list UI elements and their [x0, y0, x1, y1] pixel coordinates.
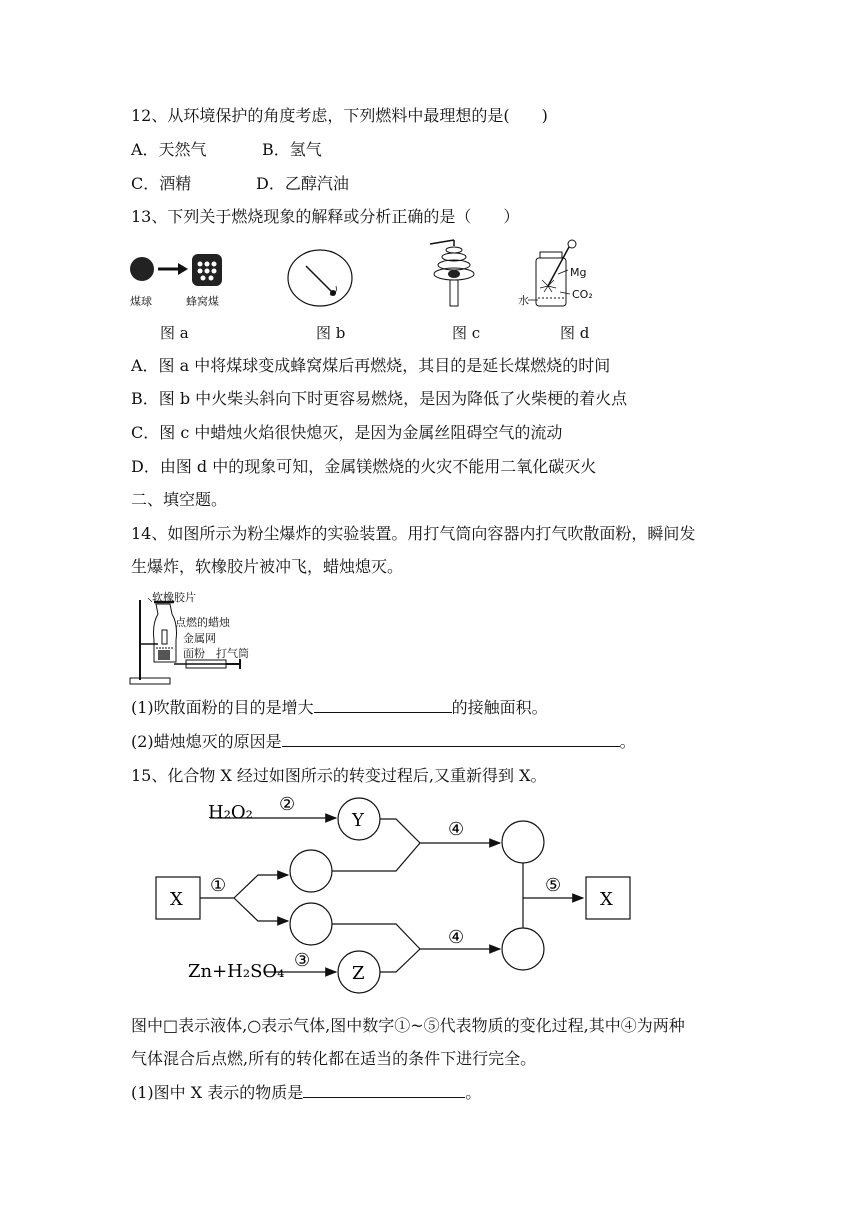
- q12-option-c: C．酒精: [131, 174, 192, 193]
- q14-pump-label: 打气筒: [216, 647, 249, 660]
- q15-sub1-answer-blank[interactable]: [303, 1083, 465, 1098]
- fig-d-mg-label: Mg: [570, 266, 587, 279]
- q15-Y-label: Y: [352, 810, 364, 831]
- q15-X-left-label: X: [170, 889, 183, 910]
- q14-candle-label: 点燃的蜡烛: [175, 616, 230, 629]
- q14-sub2-suffix: 。: [619, 732, 636, 751]
- q15-step2-label: ②: [279, 795, 296, 815]
- fig-a-coal-illustration: [128, 252, 228, 288]
- q15-note-line2: 气体混合后点燃,所有的转化都在适当的条件下进行完全。: [131, 1049, 537, 1068]
- q12-option-b: B．氢气: [262, 140, 322, 159]
- q12-option-a: A．天然气: [131, 140, 207, 159]
- q15-Z-label: Z: [352, 963, 365, 984]
- q15-note-line1: 图中□表示液体,○表示气体,图中数字①~⑤代表物质的变化过程,其中④为两种: [131, 1016, 685, 1035]
- q15-step5-label: ⑤: [545, 875, 562, 896]
- q14-sub1-answer-blank[interactable]: [314, 698, 452, 713]
- q15-sub1-prefix: (1)图中 X 表示的物质是: [131, 1083, 304, 1102]
- fig-d-caption: 图 d: [560, 324, 590, 342]
- fig-c-caption: 图 c: [452, 324, 481, 342]
- q14-sub2-answer-blank[interactable]: [282, 732, 620, 747]
- q14-sub1-prefix: (1)吹散面粉的目的是增大: [131, 698, 314, 717]
- q15-step1-label: ①: [210, 875, 227, 896]
- q15-step4-top-label: ④: [448, 819, 465, 840]
- q15-X-right-label: X: [600, 889, 613, 910]
- q14-sub1-suffix: 的接触面积。: [451, 698, 548, 717]
- fig-b-caption: 图 b: [316, 324, 346, 342]
- fig-d-co2-label: CO₂: [572, 288, 593, 301]
- q13-option-b: B．图 b 中火柴头斜向下时更容易燃烧，是因为降低了火柴梗的着火点: [131, 389, 628, 408]
- q15-step4-bottom-label: ④: [448, 927, 465, 948]
- fig-d-water-label: 水: [518, 294, 529, 307]
- fig-a-coal-ball-label: 煤球: [130, 295, 152, 308]
- q15-zn-h2so4-label: Zn+H₂SO₄: [188, 961, 285, 982]
- q14-rubber-sheet-label: 软橡胶片: [152, 591, 196, 604]
- q12-stem: 12、从环境保护的角度考虑，下列燃料中最理想的是( ): [131, 106, 548, 125]
- q14-stem-line2: 生爆炸，软橡胶片被冲飞，蜡烛熄灭。: [131, 557, 404, 576]
- q13-option-d: D．由图 d 中的现象可知，金属镁燃烧的火灾不能用二氧化碳灭火: [131, 457, 597, 476]
- q12-option-d: D．乙醇汽油: [256, 174, 349, 193]
- q15-h2o2-label: H₂O₂: [208, 802, 253, 823]
- q15-step3-label: ③: [294, 950, 311, 971]
- q14-sub2: [131, 732, 636, 752]
- fig-a-honeycomb-label: 蜂窝煤: [186, 295, 219, 308]
- q15-transformation-diagram: [150, 795, 650, 1005]
- q13-option-a: A．图 a 中将煤球变成蜂窝煤后再燃烧，其目的是延长煤燃烧的时间: [131, 356, 611, 375]
- q15-stem: 15、化合物 X 经过如图所示的转变过程后,又重新得到 X。: [131, 766, 547, 785]
- fig-b-match-illustration: [286, 248, 356, 310]
- q13-stem: 13、下列关于燃烧现象的解释或分析正确的是（ ）: [131, 207, 520, 226]
- q14-sub1: [131, 698, 548, 718]
- q13-option-c: C．图 c 中蜡烛火焰很快熄灭，是因为金属丝阻碍空气的流动: [131, 423, 563, 442]
- q14-flour-label: 面粉: [183, 647, 205, 660]
- q14-mesh-label: 金属网: [183, 632, 216, 645]
- q14-stem-line1: 14、如图所示为粉尘爆炸的实验装置。用打气筒向容器内打气吹散面粉，瞬间发: [131, 524, 696, 543]
- section-heading: 二、填空题。: [131, 490, 228, 509]
- q14-sub2-prefix: (2)蜡烛熄灭的原因是: [131, 732, 282, 751]
- fig-c-candle-coil-illustration: [420, 236, 490, 316]
- fig-a-caption: 图 a: [160, 324, 189, 342]
- q15-sub1: [131, 1083, 481, 1103]
- q15-sub1-suffix: 。: [465, 1083, 482, 1102]
